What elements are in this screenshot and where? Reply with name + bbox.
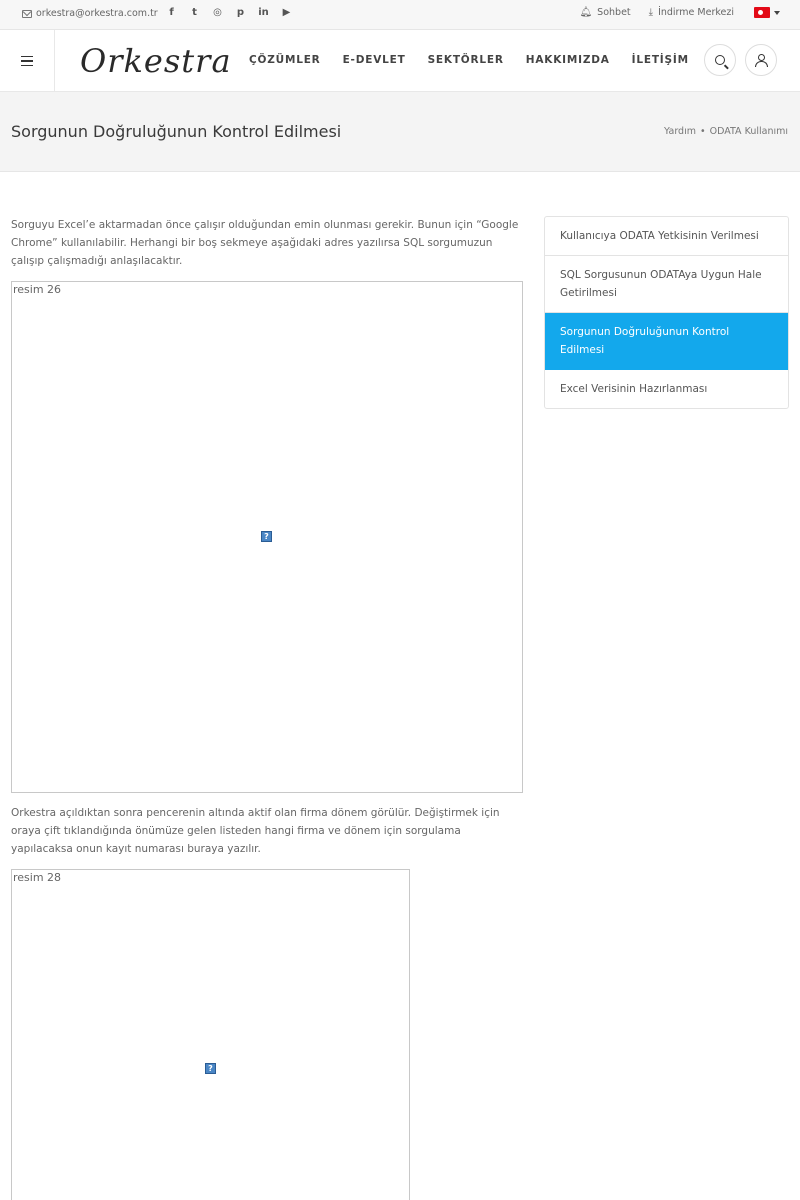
menu-icon[interactable] bbox=[0, 30, 55, 92]
download-center-link[interactable] bbox=[649, 7, 734, 18]
sidebar-item-excel-data[interactable]: Excel Verisinin Hazırlanması bbox=[560, 383, 708, 395]
breadcrumb bbox=[664, 126, 788, 137]
image-placeholder-28 bbox=[11, 869, 410, 1200]
sidebar-item-query-check[interactable]: Sorgunun Doğruluğunun Kontrol Edilmesi bbox=[545, 313, 788, 370]
image-alt-text: resim 28 bbox=[13, 871, 62, 884]
article-content bbox=[11, 216, 523, 1200]
linkedin-icon[interactable]: in bbox=[258, 7, 269, 18]
email-text: orkestra@orkestra.com.tr bbox=[36, 8, 158, 19]
search-button[interactable] bbox=[704, 44, 736, 76]
breadcrumb-separator: • bbox=[699, 126, 706, 137]
broken-image-icon: ? bbox=[205, 1063, 216, 1074]
main-header bbox=[0, 30, 800, 92]
top-bar bbox=[0, 0, 800, 30]
image-placeholder-26 bbox=[11, 281, 523, 793]
facebook-icon[interactable]: f bbox=[169, 7, 174, 18]
breadcrumb-item-help[interactable]: Yardım bbox=[664, 126, 696, 137]
chevron-down-icon[interactable] bbox=[774, 11, 780, 15]
main-nav bbox=[238, 54, 700, 66]
envelope-icon bbox=[22, 10, 32, 18]
search-icon bbox=[715, 55, 725, 65]
chat-link[interactable] bbox=[579, 7, 630, 18]
bell-icon: 🔔︎ bbox=[579, 7, 593, 18]
chat-label: Sohbet bbox=[597, 7, 631, 18]
sidebar-nav bbox=[544, 216, 789, 409]
account-button[interactable] bbox=[745, 44, 777, 76]
pinterest-icon[interactable]: p bbox=[236, 7, 245, 18]
twitter-icon[interactable]: t bbox=[192, 7, 197, 18]
social-links bbox=[160, 7, 298, 18]
download-icon: ⤓ bbox=[648, 7, 654, 18]
nav-item-sectors[interactable]: SEKTÖRLER bbox=[427, 54, 504, 66]
paragraph-2: Orkestra açıldıktan sonra pencerenin altında aktif olan firma dönem görülür. Değiştirmek için oraya çift tıklandığında önümüze gelen listeden hangi firma ve dönem için sorgulama yapılacaksa onun kayıt numarası buraya yazılır. bbox=[11, 807, 500, 855]
nav-item-solutions[interactable]: ÇÖZÜMLER bbox=[249, 54, 321, 66]
page-title: Sorgunun Doğruluğunun Kontrol Edilmesi bbox=[11, 122, 342, 141]
email-link[interactable] bbox=[22, 8, 158, 19]
image-alt-text: resim 26 bbox=[13, 283, 62, 296]
nav-item-e-devlet[interactable]: E-DEVLET bbox=[342, 54, 406, 66]
sidebar-item-sql-query[interactable]: SQL Sorgusunun ODATAya Uygun Hale Getirilmesi bbox=[545, 256, 788, 313]
nav-item-about[interactable]: HAKKIMIZDA bbox=[525, 54, 610, 66]
broken-image-icon: ? bbox=[261, 531, 272, 542]
download-label: İndirme Merkezi bbox=[658, 7, 734, 18]
sidebar-item-odata-permission[interactable]: Kullanıcıya ODATA Yetkisinin Verilmesi bbox=[545, 217, 788, 256]
page-title-bar bbox=[0, 92, 800, 172]
instagram-icon[interactable]: ◎ bbox=[213, 7, 222, 18]
logo[interactable]: Orkestra bbox=[80, 42, 232, 80]
paragraph-1: Sorguyu Excel’e aktarmadan önce çalışır olduğundan emin olunması gerekir. Bunun için “Google Chrome” kullanılabilir. Herhangi bir boş sekmeye aşağıdaki adres yazılırsa SQL sorgumuzun çalışıp çalışmadığı anlaşılacaktır. bbox=[11, 219, 519, 267]
turkish-flag-icon[interactable] bbox=[754, 7, 770, 18]
breadcrumb-item-odata[interactable]: ODATA Kullanımı bbox=[709, 126, 788, 137]
youtube-icon[interactable]: ▶ bbox=[282, 7, 291, 18]
nav-item-contact[interactable]: İLETİŞİM bbox=[631, 54, 689, 66]
user-icon bbox=[755, 54, 767, 66]
